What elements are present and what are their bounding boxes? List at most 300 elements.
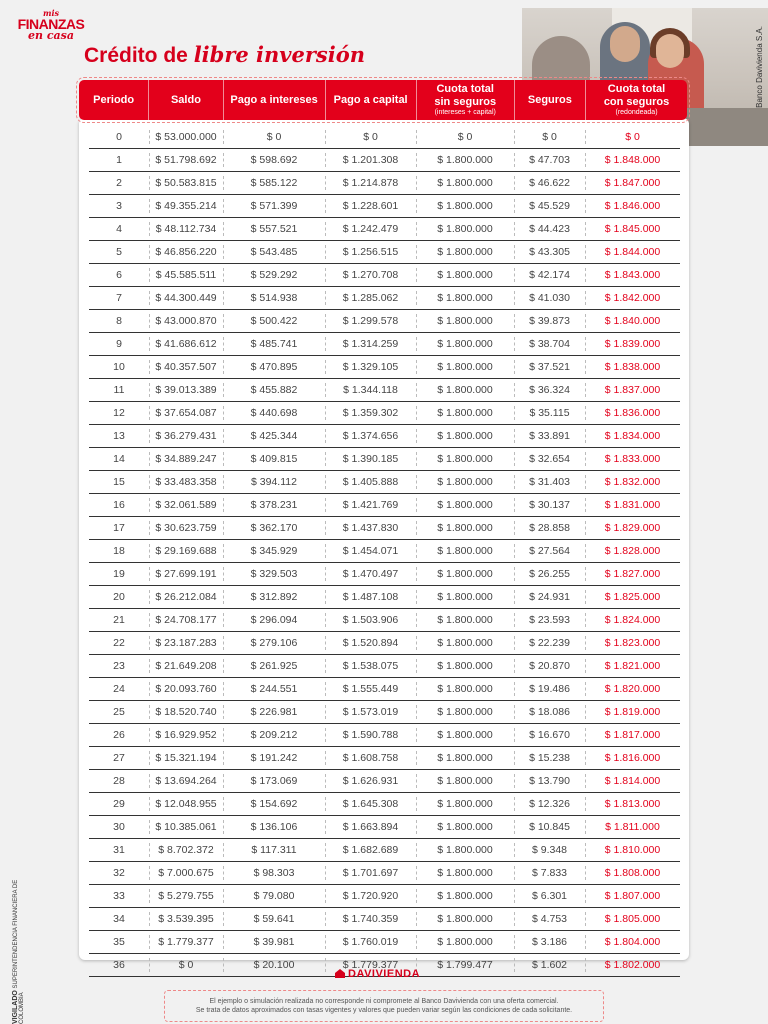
table-cell: $ 31.403 — [514, 471, 585, 493]
table-cell: $ 7.000.675 — [149, 862, 223, 884]
table-row — [89, 425, 680, 448]
table-cell: $ 4.753 — [514, 908, 585, 930]
table-cell: $ 1.839.000 — [585, 333, 680, 355]
table-cell: $ 26.255 — [514, 563, 585, 585]
table-cell: $ 1.800.000 — [416, 839, 514, 861]
table-cell: $ 1.843.000 — [585, 264, 680, 286]
table-cell: $ 1.804.000 — [585, 931, 680, 953]
table-row — [89, 172, 680, 195]
table-cell: $ 1.800.000 — [416, 586, 514, 608]
table-cell: $ 16.670 — [514, 724, 585, 746]
table-cell: 11 — [113, 384, 125, 396]
table-cell: $ 30.137 — [514, 494, 585, 516]
table-row — [89, 586, 680, 609]
table-cell: $ 585.122 — [223, 172, 325, 194]
table-cell: $ 1.816.000 — [585, 747, 680, 769]
table-cell: $ 40.357.507 — [149, 356, 223, 378]
table-cell: $ 27.564 — [514, 540, 585, 562]
table-cell: $ 1.228.601 — [325, 195, 416, 217]
table-cell: $ 15.321.194 — [149, 747, 223, 769]
table-cell: $ 47.703 — [514, 149, 585, 171]
table-cell: $ 1.270.708 — [325, 264, 416, 286]
table-cell: $ 49.355.214 — [149, 195, 223, 217]
table-cell: 20 — [113, 591, 125, 603]
table-cell: $ 10.385.061 — [149, 816, 223, 838]
table-cell: $ 36.324 — [514, 379, 585, 401]
table-cell: $ 1.800.000 — [416, 816, 514, 838]
table-cell: $ 19.486 — [514, 678, 585, 700]
table-cell: $ 1.314.259 — [325, 333, 416, 355]
table-cell: 23 — [113, 660, 125, 672]
table-row — [89, 678, 680, 701]
table-cell: $ 1.819.000 — [585, 701, 680, 723]
photo-caption: Banco Davivienda S.A. — [755, 26, 764, 108]
table-cell: $ 173.069 — [223, 770, 325, 792]
table-cell: $ 296.094 — [223, 609, 325, 631]
table-row — [89, 632, 680, 655]
table-cell: $ 1.285.062 — [325, 287, 416, 309]
table-cell: $ 543.485 — [223, 241, 325, 263]
table-cell: $ 1.800.000 — [416, 678, 514, 700]
table-cell: $ 7.833 — [514, 862, 585, 884]
table-cell: $ 1.799.477 — [416, 954, 514, 976]
table-cell: 2 — [116, 177, 122, 189]
table-cell: $ 378.231 — [223, 494, 325, 516]
table-cell: $ 45.529 — [514, 195, 585, 217]
table-cell: 34 — [113, 913, 125, 925]
table-cell: $ 209.212 — [223, 724, 325, 746]
table-cell: $ 39.013.389 — [149, 379, 223, 401]
table-cell: $ 10.845 — [514, 816, 585, 838]
table-cell: $ 27.699.191 — [149, 563, 223, 585]
table-cell: $ 1.820.000 — [585, 678, 680, 700]
table-cell: 36 — [113, 959, 125, 971]
table-cell: $ 557.521 — [223, 218, 325, 240]
table-cell: 13 — [113, 430, 125, 442]
table-cell: $ 409.815 — [223, 448, 325, 470]
table-cell: $ 0 — [514, 126, 585, 148]
table-cell: $ 1.626.931 — [325, 770, 416, 792]
table-row — [89, 770, 680, 793]
table-cell: $ 1.374.656 — [325, 425, 416, 447]
table-cell: $ 470.895 — [223, 356, 325, 378]
table-cell: $ 1.813.000 — [585, 793, 680, 815]
table-cell: $ 1.800.000 — [416, 471, 514, 493]
table-cell: $ 41.686.612 — [149, 333, 223, 355]
table-row — [89, 655, 680, 678]
table-row — [89, 402, 680, 425]
table-cell: $ 0 — [416, 126, 514, 148]
table-cell: $ 1.800.000 — [416, 149, 514, 171]
table-cell: $ 1.299.578 — [325, 310, 416, 332]
table-cell: 5 — [116, 246, 122, 258]
table-row — [89, 494, 680, 517]
table-cell: $ 1.821.000 — [585, 655, 680, 677]
table-cell: $ 1.405.888 — [325, 471, 416, 493]
table-cell: 18 — [113, 545, 125, 557]
table-cell: 15 — [113, 476, 125, 488]
table-cell: $ 3.539.395 — [149, 908, 223, 930]
table-cell: $ 1.800.000 — [416, 724, 514, 746]
table-cell: $ 1.840.000 — [585, 310, 680, 332]
table-cell: $ 8.702.372 — [149, 839, 223, 861]
table-cell: $ 98.303 — [223, 862, 325, 884]
table-row — [89, 931, 680, 954]
table-cell: $ 1.800.000 — [416, 356, 514, 378]
table-cell: $ 21.649.208 — [149, 655, 223, 677]
table-cell: $ 1.844.000 — [585, 241, 680, 263]
table-cell: $ 1.823.000 — [585, 632, 680, 654]
table-cell: $ 5.279.755 — [149, 885, 223, 907]
table-cell: 17 — [113, 522, 125, 534]
table-cell: $ 261.925 — [223, 655, 325, 677]
header-periodo: Periodo — [79, 80, 149, 120]
table-cell: $ 1.845.000 — [585, 218, 680, 240]
table-cell: $ 455.882 — [223, 379, 325, 401]
table-cell: $ 1.800.000 — [416, 540, 514, 562]
table-cell: 3 — [116, 200, 122, 212]
table-cell: $ 1.682.689 — [325, 839, 416, 861]
table-cell: $ 1.800.000 — [416, 195, 514, 217]
table-cell: $ 1.242.479 — [325, 218, 416, 240]
table-cell: $ 1.800.000 — [416, 333, 514, 355]
table-cell: 19 — [113, 568, 125, 580]
table-cell: $ 529.292 — [223, 264, 325, 286]
table-cell: $ 1.802.000 — [585, 954, 680, 976]
table-cell: $ 1.805.000 — [585, 908, 680, 930]
table-cell: 7 — [116, 292, 122, 304]
table-cell: $ 1.828.000 — [585, 540, 680, 562]
table-cell: $ 1.720.920 — [325, 885, 416, 907]
house-icon — [335, 969, 345, 978]
table-cell: $ 32.061.589 — [149, 494, 223, 516]
table-cell: $ 1.800.000 — [416, 793, 514, 815]
table-cell: $ 312.892 — [223, 586, 325, 608]
table-row — [89, 379, 680, 402]
table-row — [89, 218, 680, 241]
table-cell: $ 12.326 — [514, 793, 585, 815]
table-cell: $ 1.573.019 — [325, 701, 416, 723]
table-row — [89, 517, 680, 540]
table-cell: $ 394.112 — [223, 471, 325, 493]
table-cell: $ 1.834.000 — [585, 425, 680, 447]
table-cell: $ 1.390.185 — [325, 448, 416, 470]
table-cell: $ 0 — [585, 126, 680, 148]
table-cell: $ 1.538.075 — [325, 655, 416, 677]
table-cell: $ 53.000.000 — [149, 126, 223, 148]
table-cell: $ 1.800.000 — [416, 402, 514, 424]
table-cell: $ 44.423 — [514, 218, 585, 240]
table-cell: $ 500.422 — [223, 310, 325, 332]
header-cuota-sin-seguros: Cuota total sin seguros (intereses + capital) — [417, 80, 515, 120]
table-cell: 16 — [113, 499, 125, 511]
table-cell: $ 1.800.000 — [416, 172, 514, 194]
table-row — [89, 356, 680, 379]
table-cell: $ 1.503.906 — [325, 609, 416, 631]
table-cell: $ 1.846.000 — [585, 195, 680, 217]
table-cell: 28 — [113, 775, 125, 787]
table-cell: $ 598.692 — [223, 149, 325, 171]
table-row — [89, 195, 680, 218]
table-cell: 35 — [113, 936, 125, 948]
table-cell: $ 28.858 — [514, 517, 585, 539]
table-row — [89, 816, 680, 839]
table-cell: $ 1.811.000 — [585, 816, 680, 838]
table-cell: $ 1.520.894 — [325, 632, 416, 654]
table-cell: $ 1.833.000 — [585, 448, 680, 470]
mis-finanzas-logo: mis FINANZAS en casa — [17, 8, 85, 42]
table-cell: $ 1.800.000 — [416, 494, 514, 516]
table-cell: $ 15.238 — [514, 747, 585, 769]
table-cell: $ 36.279.431 — [149, 425, 223, 447]
table-cell: $ 1.800.000 — [416, 701, 514, 723]
table-cell: $ 1.831.000 — [585, 494, 680, 516]
table-cell: $ 1.602 — [514, 954, 585, 976]
table-cell: $ 24.931 — [514, 586, 585, 608]
table-cell: 8 — [116, 315, 122, 327]
table-cell: 26 — [113, 729, 125, 741]
table-cell: $ 1.344.118 — [325, 379, 416, 401]
table-cell: $ 1.837.000 — [585, 379, 680, 401]
table-cell: $ 1.454.071 — [325, 540, 416, 562]
table-row — [89, 793, 680, 816]
table-cell: $ 18.086 — [514, 701, 585, 723]
table-row — [89, 908, 680, 931]
table-row — [89, 471, 680, 494]
table-cell: $ 1.800.000 — [416, 379, 514, 401]
table-cell: $ 1.808.000 — [585, 862, 680, 884]
table-cell: $ 43.305 — [514, 241, 585, 263]
header-cuota-con-seguros: Cuota total con seguros (redondeada) — [603, 83, 670, 116]
table-cell: $ 362.170 — [223, 517, 325, 539]
table-cell: $ 1.800.000 — [416, 655, 514, 677]
table-row — [89, 448, 680, 471]
table-cell: $ 39.981 — [223, 931, 325, 953]
table-cell: $ 23.187.283 — [149, 632, 223, 654]
table-cell: $ 136.106 — [223, 816, 325, 838]
table-cell: $ 38.704 — [514, 333, 585, 355]
table-cell: $ 44.300.449 — [149, 287, 223, 309]
table-cell: $ 485.741 — [223, 333, 325, 355]
table-row — [89, 747, 680, 770]
table-cell: $ 1.555.449 — [325, 678, 416, 700]
table-cell: $ 117.311 — [223, 839, 325, 861]
table-cell: $ 13.694.264 — [149, 770, 223, 792]
table-cell: $ 1.824.000 — [585, 609, 680, 631]
table-cell: $ 191.242 — [223, 747, 325, 769]
davivienda-logo: DAVIVIENDA — [335, 968, 420, 980]
table-cell: $ 6.301 — [514, 885, 585, 907]
disclaimer — [164, 990, 604, 1022]
table-cell: $ 39.873 — [514, 310, 585, 332]
table-cell: 12 — [113, 407, 125, 419]
table-row — [89, 839, 680, 862]
table-cell: $ 154.692 — [223, 793, 325, 815]
table-cell: $ 0 — [325, 126, 416, 148]
page-title — [84, 42, 365, 68]
table-cell: $ 244.551 — [223, 678, 325, 700]
table-cell: $ 1.800.000 — [416, 310, 514, 332]
table-cell: $ 50.583.815 — [149, 172, 223, 194]
header-pago-intereses: Pago a intereses — [224, 80, 326, 120]
table-cell: $ 1.829.000 — [585, 517, 680, 539]
table-cell: $ 34.889.247 — [149, 448, 223, 470]
table-cell: 29 — [113, 798, 125, 810]
table-cell: $ 1.800.000 — [416, 770, 514, 792]
table-cell: $ 23.593 — [514, 609, 585, 631]
table-cell: $ 279.106 — [223, 632, 325, 654]
table-cell: $ 1.487.108 — [325, 586, 416, 608]
table-cell: 33 — [113, 890, 125, 902]
table-cell: $ 3.186 — [514, 931, 585, 953]
table-cell: $ 59.641 — [223, 908, 325, 930]
table-cell: 31 — [113, 844, 125, 856]
table-cell: $ 1.663.894 — [325, 816, 416, 838]
table-cell: 6 — [116, 269, 122, 281]
table-cell: $ 1.800.000 — [416, 287, 514, 309]
table-cell: $ 16.929.952 — [149, 724, 223, 746]
table-cell: $ 1.779.377 — [149, 931, 223, 953]
table-row — [89, 264, 680, 287]
table-cell: 14 — [113, 453, 125, 465]
table-cell: $ 1.701.697 — [325, 862, 416, 884]
table-cell: $ 18.520.740 — [149, 701, 223, 723]
table-row — [89, 885, 680, 908]
table-cell: $ 440.698 — [223, 402, 325, 424]
table-cell: 1 — [116, 154, 122, 166]
table-cell: $ 20.100 — [223, 954, 325, 976]
table-cell: $ 37.521 — [514, 356, 585, 378]
table-row — [89, 862, 680, 885]
table-cell: $ 48.112.734 — [149, 218, 223, 240]
table-cell: $ 1.800.000 — [416, 448, 514, 470]
table-cell: $ 1.842.000 — [585, 287, 680, 309]
table-cell: 0 — [116, 131, 122, 143]
amortization-table-body — [89, 126, 680, 977]
table-cell: $ 1.645.308 — [325, 793, 416, 815]
table-row — [89, 724, 680, 747]
table-cell: $ 1.817.000 — [585, 724, 680, 746]
table-cell: $ 1.608.758 — [325, 747, 416, 769]
table-cell: $ 1.814.000 — [585, 770, 680, 792]
table-cell: $ 46.856.220 — [149, 241, 223, 263]
table-cell: $ 1.470.497 — [325, 563, 416, 585]
table-cell: 4 — [116, 223, 122, 235]
table-cell: $ 46.622 — [514, 172, 585, 194]
table-cell: $ 1.329.105 — [325, 356, 416, 378]
vigilado-badge: VIGILADO SUPERINTENDENCIA FINANCIERA DE COLOMBIA — [12, 879, 25, 1024]
table-cell: $ 1.779.377 — [325, 954, 416, 976]
table-cell: 25 — [113, 706, 125, 718]
table-cell: $ 26.212.084 — [149, 586, 223, 608]
table-cell: $ 43.000.870 — [149, 310, 223, 332]
table-cell: 22 — [113, 637, 125, 649]
table-cell: $ 1.800.000 — [416, 425, 514, 447]
table-cell: $ 1.800.000 — [416, 747, 514, 769]
header-pago-capital: Pago a capital — [326, 80, 417, 120]
table-cell: $ 22.239 — [514, 632, 585, 654]
table-cell: $ 571.399 — [223, 195, 325, 217]
table-row — [89, 241, 680, 264]
table-cell: $ 32.654 — [514, 448, 585, 470]
table-cell: $ 30.623.759 — [149, 517, 223, 539]
table-cell: $ 9.348 — [514, 839, 585, 861]
table-cell: $ 24.708.177 — [149, 609, 223, 631]
table-cell: $ 33.891 — [514, 425, 585, 447]
table-cell: 30 — [113, 821, 125, 833]
table-cell: 32 — [113, 867, 125, 879]
table-cell: $ 1.760.019 — [325, 931, 416, 953]
table-row — [89, 333, 680, 356]
table-cell: $ 1.836.000 — [585, 402, 680, 424]
table-cell: $ 1.827.000 — [585, 563, 680, 585]
table-cell: 21 — [113, 614, 125, 626]
disclaimer-line-2: Se trata de datos aproximados con tasas vigentes y valores que pueden variar según las condiciones de cada solicitante. — [195, 1007, 573, 1014]
table-cell: $ 1.800.000 — [416, 885, 514, 907]
table-row — [89, 540, 680, 563]
title-emphasis: libre inversión — [193, 42, 366, 67]
table-cell: $ 1.838.000 — [585, 356, 680, 378]
table-cell: $ 514.938 — [223, 287, 325, 309]
table-cell: $ 1.810.000 — [585, 839, 680, 861]
table-cell: $ 1.421.769 — [325, 494, 416, 516]
table-cell: $ 1.800.000 — [416, 632, 514, 654]
table-cell: $ 1.201.308 — [325, 149, 416, 171]
table-cell: $ 1.214.878 — [325, 172, 416, 194]
table-cell: $ 13.790 — [514, 770, 585, 792]
table-cell: $ 12.048.955 — [149, 793, 223, 815]
table-cell: $ 1.847.000 — [585, 172, 680, 194]
table-row — [89, 310, 680, 333]
table-row — [89, 701, 680, 724]
table-cell: $ 0 — [149, 954, 223, 976]
table-cell: $ 1.437.830 — [325, 517, 416, 539]
table-cell: $ 226.981 — [223, 701, 325, 723]
table-cell: $ 1.800.000 — [416, 241, 514, 263]
table-cell: $ 1.256.515 — [325, 241, 416, 263]
table-cell: $ 345.929 — [223, 540, 325, 562]
table-cell: $ 41.030 — [514, 287, 585, 309]
table-cell: $ 1.800.000 — [416, 517, 514, 539]
table-row — [89, 563, 680, 586]
table-row — [89, 149, 680, 172]
table-cell: $ 1.800.000 — [416, 931, 514, 953]
table-cell: 10 — [113, 361, 125, 373]
table-cell: $ 329.503 — [223, 563, 325, 585]
table-cell: $ 425.344 — [223, 425, 325, 447]
table-cell: $ 1.800.000 — [416, 563, 514, 585]
table-cell: $ 1.359.302 — [325, 402, 416, 424]
table-cell: $ 1.800.000 — [416, 862, 514, 884]
table-cell: $ 35.115 — [514, 402, 585, 424]
table-cell: $ 1.825.000 — [585, 586, 680, 608]
table-cell: $ 51.798.692 — [149, 149, 223, 171]
table-cell: $ 1.832.000 — [585, 471, 680, 493]
table-cell: $ 1.807.000 — [585, 885, 680, 907]
table-cell: $ 1.800.000 — [416, 264, 514, 286]
table-header — [79, 80, 687, 120]
table-cell: $ 29.169.688 — [149, 540, 223, 562]
table-cell: $ 0 — [223, 126, 325, 148]
table-cell: 27 — [113, 752, 125, 764]
table-cell: $ 1.800.000 — [416, 218, 514, 240]
table-cell: $ 37.654.087 — [149, 402, 223, 424]
table-cell: $ 79.080 — [223, 885, 325, 907]
disclaimer-line-1: El ejemplo o simulación realizada no corresponde ni compromete al Banco Davivienda con una oferta comercial. — [209, 997, 559, 1005]
table-row — [89, 287, 680, 310]
table-cell: $ 33.483.358 — [149, 471, 223, 493]
table-cell: $ 45.585.511 — [149, 264, 223, 286]
